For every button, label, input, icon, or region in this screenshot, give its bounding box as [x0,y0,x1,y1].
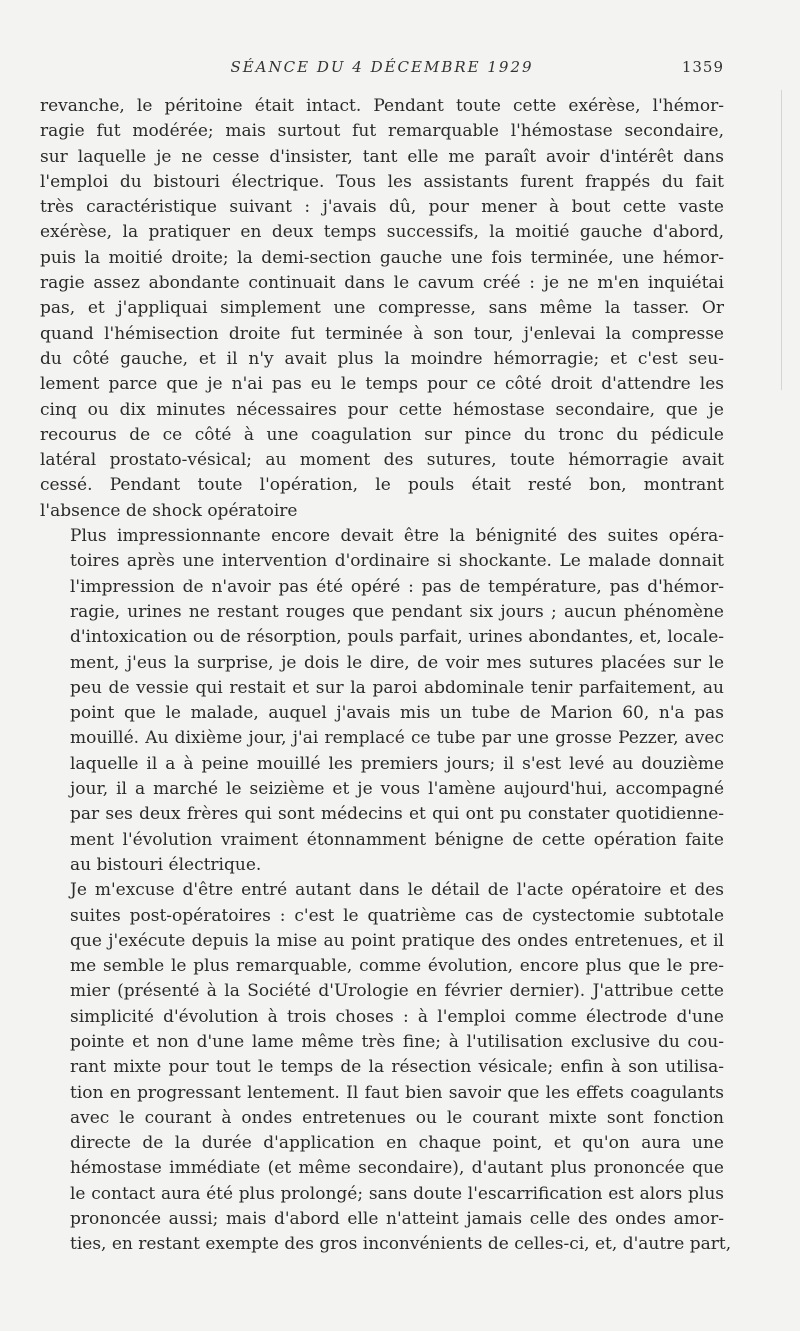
text-line: cinq ou dix minutes nécessaires pour cette hémostase secondaire, que je [40,399,724,420]
text-line: quand l'hémisection droite fut terminée à son tour, j'enlevai la compresse [40,323,724,344]
running-head: SÉANCE DU 4 DÉCEMBRE 1929 [230,58,534,76]
text-line: au bistouri électrique. [70,854,262,875]
text-line: simplicité d'évolution à trois choses : à l'emploi comme électrode d'une [70,1006,724,1027]
text-line: ties, en restant exempte des gros inconvénients de celles-ci, et, d'autre part, [70,1234,732,1255]
paragraph [40,94,724,524]
text-line: avec le courant à ondes entretenues ou le courant mixte sont fonction [70,1107,724,1128]
margin-mark [773,90,782,390]
text-line: mouillé. Au dixième jour, j'ai remplacé ce tube par une grosse Pezzer, avec [70,728,724,749]
text-line: peu de vessie qui restait et sur la paroi abdominale tenir parfaitement, au [70,677,724,698]
text-line: puis la moitié droite; la demi-section gauche une fois terminée, une hémor- [40,247,724,268]
text-line: par ses deux frères qui sont médecins et qui ont pu constater quotidienne- [70,804,724,825]
body-text [40,94,732,1258]
text-line: ragie assez abondante continuait dans le cavum créé : je ne m'en inquiétai [40,273,724,294]
text-line: le contact aura été plus prolongé; sans doute l'escarrification est alors plus [70,1183,724,1204]
text-line: l'emploi du bistouri électrique. Tous les assistants furent frappés du fait [40,171,724,192]
text-line: ragie fut modérée; mais surtout fut remarquable l'hémostase secondaire, [40,121,724,142]
text-line: pointe et non d'une lame même très fine; à l'utilisation exclusive du cou- [70,1031,724,1052]
text-line: recourus de ce côté à une coagulation sur pince du tronc du pédicule [40,424,724,445]
text-line: pas, et j'appliquai simplement une compresse, sans même la tasser. Or [40,298,724,319]
text-line: point que le malade, auquel j'avais mis un tube de Marion 60, n'a pas [70,703,724,724]
text-line: laquelle il a à peine mouillé les premiers jours; il s'est levé au douzième [70,753,724,774]
text-line: jour, il a marché le seizième et je vous l'amène aujourd'hui, accompagné [70,779,724,800]
text-line: ragie, urines ne restant rouges que pendant six jours ; aucun phénomène [70,601,724,622]
text-line: revanche, le péritoine était intact. Pendant toute cette exérèse, l'hémor- [40,96,724,116]
text-line: Je m'excuse d'être entré autant dans le détail de l'acte opératoire et des [70,880,724,901]
page-header [40,58,724,82]
text-line: ment l'évolution vraiment étonnamment bénigne de cette opération faite [70,829,724,850]
text-line: ment, j'eus la surprise, je dois le dire, de voir mes sutures placées sur le [70,652,724,673]
text-line: du côté gauche, et il n'y avait plus la moindre hémorragie; et c'est seu- [40,348,724,369]
text-line: d'intoxication ou de résorption, pouls parfait, urines abondantes, et, locale- [70,627,724,648]
text-line: latéral prostato-vésical; au moment des sutures, toute hémorragie avait [40,450,724,471]
text-line: directe de la durée d'application en chaque point, et qu'on aura une [70,1133,724,1154]
text-line: mier (présenté à la Société d'Urologie en février dernier). J'attribue cette [70,981,724,1002]
page-number: 1359 [681,58,724,76]
paragraph [40,878,732,1257]
text-line: tion en progressant lentement. Il faut bien savoir que les effets coagulants [70,1082,724,1103]
text-line: toires après une intervention d'ordinaire si shockante. Le malade donnait [70,551,724,572]
text-line: cessé. Pendant toute l'opération, le pouls était resté bon, montrant [40,475,724,496]
text-line: très caractéristique suivant : j'avais dû, pour mener à bout cette vaste [40,197,724,218]
text-line: rant mixte pour tout le temps de la résection vésicale; enfin à son utilisa- [70,1057,724,1078]
text-line: sur laquelle je ne cesse d'insister, tant elle me paraît avoir d'intérêt dans [40,146,724,167]
text-line: prononcée aussi; mais d'abord elle n'atteint jamais celle des ondes amor- [70,1209,724,1230]
text-line: hémostase immédiate (et même secondaire), d'autant plus prononcée que [70,1158,724,1179]
text-line: l'absence de shock opératoire [40,500,298,521]
text-line: suites post-opératoires : c'est le quatrième cas de cystectomie subtotale [70,905,724,926]
paragraph [40,524,724,878]
text-line: Plus impressionnante encore devait être la bénignité des suites opéra- [70,526,724,547]
text-line: l'impression de n'avoir pas été opéré : pas de température, pas d'hémor- [70,576,724,597]
text-line: lement parce que je n'ai pas eu le temps pour ce côté droit d'attendre les [40,374,724,395]
text-line: que j'exécute depuis la mise au point pratique des ondes entretenues, et il [70,930,724,951]
text-line: me semble le plus remarquable, comme évolution, encore plus que le pre- [70,956,724,977]
text-line: exérèse, la pratiquer en deux temps successifs, la moitié gauche d'abord, [40,222,724,243]
